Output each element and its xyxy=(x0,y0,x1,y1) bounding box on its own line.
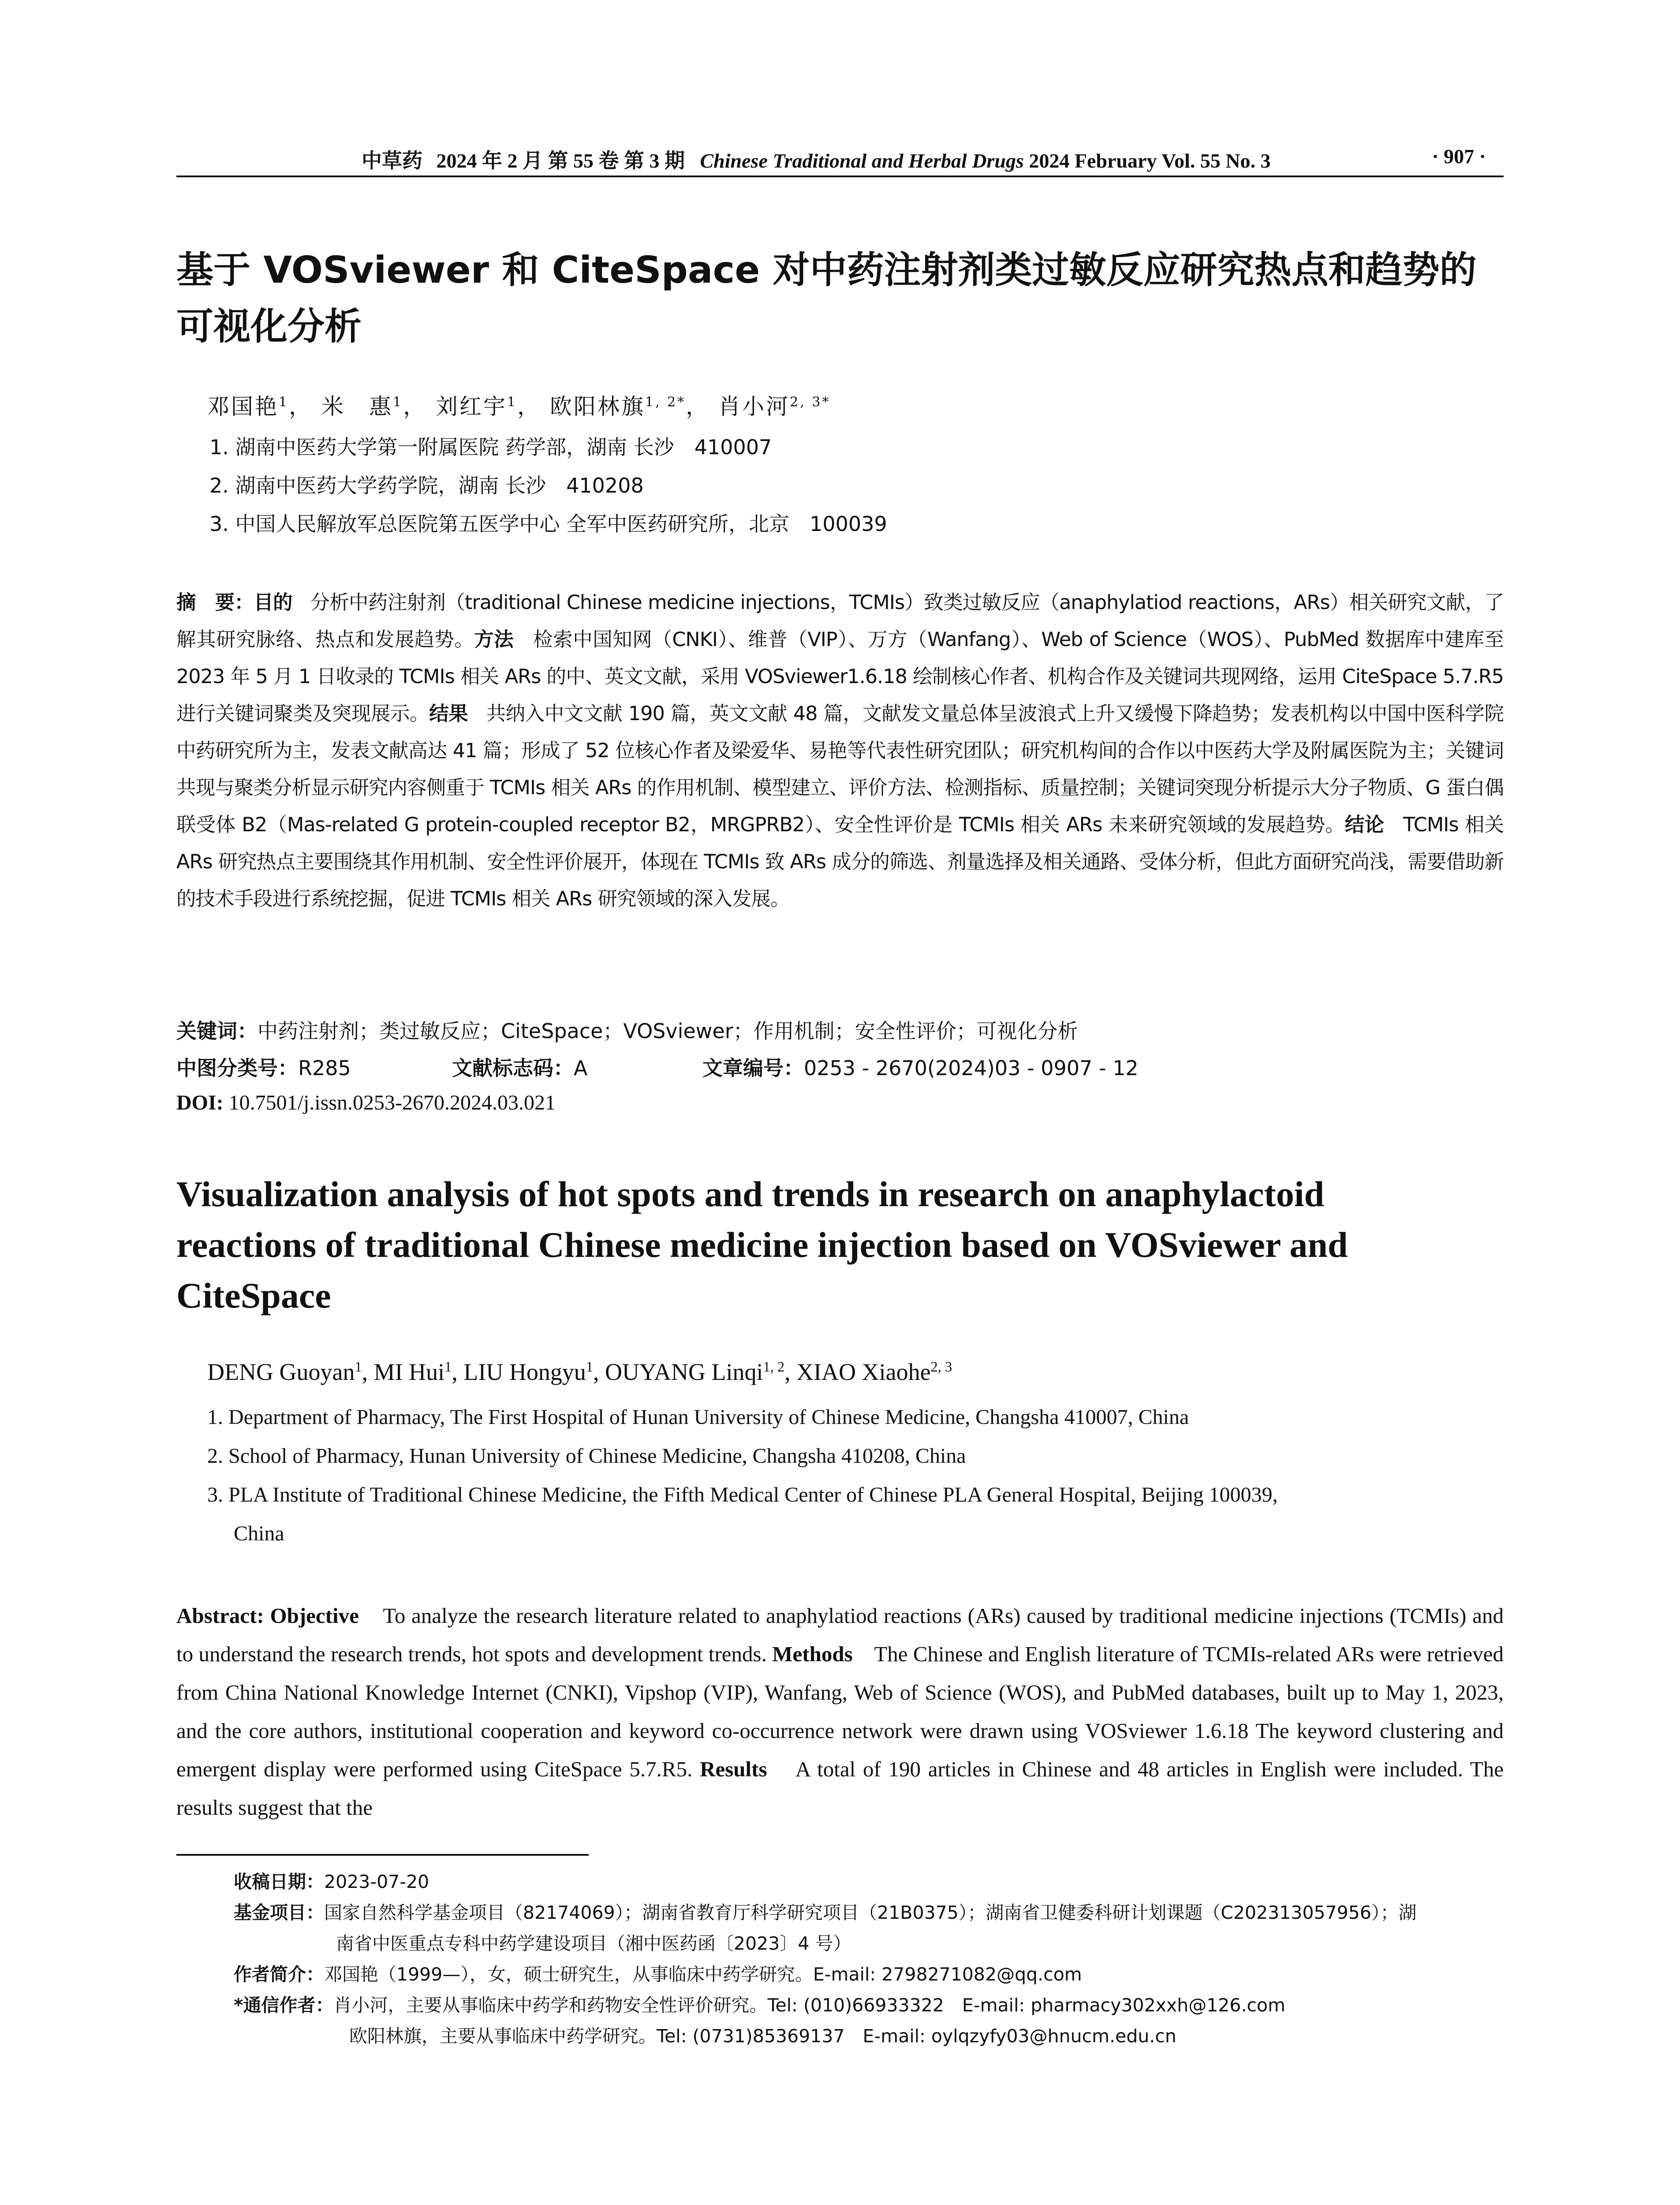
cn-issue: 2024 年 2 月 第 55 卷 第 3 期 xyxy=(436,149,685,172)
english-authors: DENG Guoyan$^1$, MI Hui$^1$, LIU Hongyu$^1$, OUYANG Linqi$^{1, 2}$, XIAO Xiaohe$^{2, 3}$ xyxy=(207,1359,952,1385)
objective-text: To analyze the research literature related to anaphylatiod reactions (ARs) caused by traditional medicine injections (TCMIs) and to understand the research trends, hot spots and development trends. xyxy=(176,1603,1504,1666)
footnote-fund xyxy=(234,1897,1504,1928)
author-name: OUYANG Linqi xyxy=(605,1359,763,1385)
doc-code-value: A xyxy=(574,1056,588,1080)
corresponding-text: 肖小河，主要从事临床中药学和药物安全性评价研究。Tel: (010)66933322 E-mail: pharmacy302xxh@126.com xyxy=(333,1995,1286,2016)
doi-value: 10.7501/j.issn.0253-2670.2024.03.021 xyxy=(228,1091,556,1114)
header-rule xyxy=(176,176,1504,177)
corresponding-label: *通信作者： xyxy=(234,1995,334,2016)
chinese-abstract xyxy=(176,584,1504,918)
footnote-rule xyxy=(176,1854,589,1856)
english-affiliations xyxy=(207,1398,1504,1553)
fund-text: 国家自然科学基金项目（82174069）；湖南省教育厅科学研究项目（21B0375）；湖南省卫健委科研计划课题（C202313057956）；湖 xyxy=(324,1902,1417,1923)
doi-line xyxy=(176,1091,556,1115)
chinese-keywords xyxy=(176,1015,1504,1044)
chinese-title-line: 可视化分析 xyxy=(176,305,362,348)
footnote-corresponding xyxy=(234,1990,1504,2021)
methods-label: 方法 xyxy=(474,628,514,651)
author-name: DENG Guoyan xyxy=(207,1359,355,1385)
chinese-authors: 邓国艳$^1$， 米 惠$^1$， 刘红宇$^1$， 欧阳林旗$^{1, 2*}$， 肖小河$^{2, 3*}$ xyxy=(207,394,831,419)
author-name: XIAO Xiaohe xyxy=(796,1359,931,1385)
english-abstract xyxy=(176,1596,1504,1827)
english-affiliation-continuation: China xyxy=(234,1522,284,1545)
en-issue: 2024 February Vol. 55 No. 3 xyxy=(1029,149,1271,172)
author-affil-mark: 1 xyxy=(507,394,518,410)
english-title-line: Visualization analysis of hot spots and trends in research on anaphylactoid xyxy=(176,1174,1325,1214)
article-number-label: 文章编号： xyxy=(702,1056,804,1080)
running-header xyxy=(176,141,1504,176)
journal-short-name: 中草药 xyxy=(362,149,422,172)
results-text: A total of 190 articles in Chinese and 48 articles in English were included. The results suggest that the xyxy=(176,1757,1504,1820)
english-affiliation: 1. Department of Pharmacy, The First Hospital of Hunan University of Chinese Medicine, Changsha 410007, China xyxy=(207,1405,1189,1429)
english-title xyxy=(176,1169,1504,1321)
footnote-corresponding-2: 欧阳林旗，主要从事临床中药学研究。Tel: (0731)85369137 E-mail: oylqzyfy03@hnucm.edu.cn xyxy=(349,2026,1176,2047)
footnote-author-bio xyxy=(234,1959,1504,1990)
english-affiliation: 3. PLA Institute of Traditional Chinese Medicine, the Fifth Medical Center of Chinese PLA General Hospital, Beijing 100039, xyxy=(207,1483,1278,1506)
english-affiliation: 2. School of Pharmacy, Hunan University of Chinese Medicine, Changsha 410208, China xyxy=(207,1444,966,1468)
footnotes xyxy=(234,1866,1504,2052)
clc-field xyxy=(176,1052,351,1081)
doi-label: DOI: xyxy=(176,1091,224,1114)
author-affil-mark: 1 xyxy=(586,1359,594,1375)
conclusion-text: TCMIs 相关 ARs 研究热点主要围绕其作用机制、安全性评价展开，体现在 TCMIs 致 ARs 成分的筛选、剂量选择及相关通路、受体分析，但此方面研究尚浅，需要借助新的技术手段进行系统挖掘，促进 TCMIs 相关 ARs 研究领域的深入发展。 xyxy=(176,814,1504,910)
author-affil-mark: 1 xyxy=(279,394,289,410)
abstract-label: 摘 要： xyxy=(176,591,254,614)
conclusion-label: 结论 xyxy=(1344,814,1385,836)
author-name: 刘红宇 xyxy=(436,394,507,419)
results-label: Results xyxy=(700,1757,767,1781)
page-number: · 907 · xyxy=(1432,145,1486,168)
chinese-affiliation: 2. 湖南中医药大学药学院，湖南 长沙 410208 xyxy=(209,474,644,497)
chinese-title xyxy=(176,242,1504,355)
methods-text: 检索中国知网（CNKI）、维普（VIP）、万方（Wanfang）、Web of Science（WOS）、PubMed 数据库中建库至 2023 年 5 月 1 日收录的 TCMIs 相关 ARs 的中、英文文献，采用 VOSviewer1.6.18 绘制核心作者、机构合作及关键词共现网络，运用 CiteSpace 5.7.R5 进行关键词聚类及突现展示。 xyxy=(176,628,1504,725)
author-name: 邓国艳 xyxy=(207,394,279,419)
clc-value: R285 xyxy=(298,1056,351,1080)
received-label: 收稿日期： xyxy=(234,1871,324,1892)
author-name: 米 惠 xyxy=(321,394,393,419)
doc-code-field xyxy=(452,1052,587,1081)
author-bio-text: 邓国艳（1999—），女，硕士研究生，从事临床中药学研究。E-mail: 2798271082@qq.com xyxy=(324,1964,1082,1985)
author-affil-mark: 1, 2 xyxy=(763,1359,785,1375)
author-name: MI Hui xyxy=(373,1359,445,1385)
english-title-line: reactions of traditional Chinese medicine injection based on VOSviewer and xyxy=(176,1225,1348,1265)
author-affil-mark: 1 xyxy=(355,1359,362,1375)
english-title-line: CiteSpace xyxy=(176,1275,331,1316)
author-affil-mark: 1 xyxy=(393,394,403,410)
doc-code-label: 文献标志码： xyxy=(452,1056,574,1080)
en-journal-name: Chinese Traditional and Herbal Drugs xyxy=(700,149,1024,172)
author-bio-label: 作者简介： xyxy=(234,1964,324,1985)
article-number-value: 0253 - 2670(2024)03 - 0907 - 12 xyxy=(804,1056,1139,1080)
footnote-fund-continuation: 南省中医重点专科中药学建设项目（湘中医药函〔2023〕4 号） xyxy=(336,1933,851,1954)
author-affil-mark: 2, 3* xyxy=(790,394,831,410)
author-name: 欧阳林旗 xyxy=(550,394,645,419)
methods-label: Methods xyxy=(772,1642,853,1666)
objective-label: Objective xyxy=(270,1603,359,1628)
abstract-label: Abstract: xyxy=(176,1603,264,1628)
results-text: 共纳入中文文献 190 篇，英文文献 48 篇，文献发文量总体呈波浪式上升又缓慢下降趋势；发表机构以中国中医科学院中药研究所为主，发表文献高达 41 篇；形成了 52 位核心作者及梁爱华、易艳等代表性研究团队；研究机构间的合作以中医药大学及附属医院为主；关键词共现与聚类分析显示研究内容侧重于 TCMIs 相关 ARs 的作用机制、模型建立、评价方法、检测指标、质量控制；关键词突现分析提示大分子物质、G 蛋白偶联受体 B2（Mas-related G protein-coupled receptor B2，MRGPRB2）、安全性评价是 TCMIs 相关 ARs 未来研究领域的发展趋势。 xyxy=(176,703,1504,836)
author-name: LIU Hongyu xyxy=(463,1359,586,1385)
objective-text: 分析中药注射剂（traditional Chinese medicine injections，TCMIs）致类过敏反应（anaphylatiod reactions，ARs）相关研究文献，了解其研究脉络、热点和发展趋势。 xyxy=(176,591,1504,651)
article-number-field xyxy=(702,1052,1139,1081)
clc-label: 中图分类号： xyxy=(176,1056,298,1080)
results-label: 结果 xyxy=(429,703,468,725)
author-name: 肖小河 xyxy=(718,394,790,419)
footnote-received xyxy=(234,1866,1504,1897)
fund-label: 基金项目： xyxy=(234,1902,324,1923)
chinese-affiliation: 1. 湖南中医药大学第一附属医院 药学部，湖南 长沙 410007 xyxy=(209,435,772,459)
keywords-label: 关键词： xyxy=(176,1019,258,1043)
header-left xyxy=(362,145,1271,174)
author-affil-mark: 1, 2* xyxy=(645,394,686,410)
keywords-text: 中药注射剂；类过敏反应；CiteSpace；VOSviewer；作用机制；安全性评价；可视化分析 xyxy=(258,1019,1078,1043)
author-affil-mark: 2, 3 xyxy=(930,1359,952,1375)
chinese-title-line: 基于 VOSviewer 和 CiteSpace 对中药注射剂类过敏反应研究热点和趋势的 xyxy=(176,248,1477,292)
received-date: 2023-07-20 xyxy=(324,1871,429,1892)
objective-label: 目的 xyxy=(254,591,292,614)
author-affil-mark: 1 xyxy=(444,1359,452,1375)
methods-text: The Chinese and English literature of TCMIs-related ARs were retrieved from China National Knowledge Internet (CNKI), Vipshop (VIP), Wanfang, Web of Science (WOS), and PubMed databases, built up to May 1, 2023, and the core authors, institutional cooperation and keyword co-occurrence network were drawn using VOSviewer 1.6.18 The keyword clustering and emergent display were performed using CiteSpace 5.7.R5. xyxy=(176,1642,1504,1781)
chinese-affiliation: 3. 中国人民解放军总医院第五医学中心 全军中医药研究所，北京 100039 xyxy=(209,512,887,536)
